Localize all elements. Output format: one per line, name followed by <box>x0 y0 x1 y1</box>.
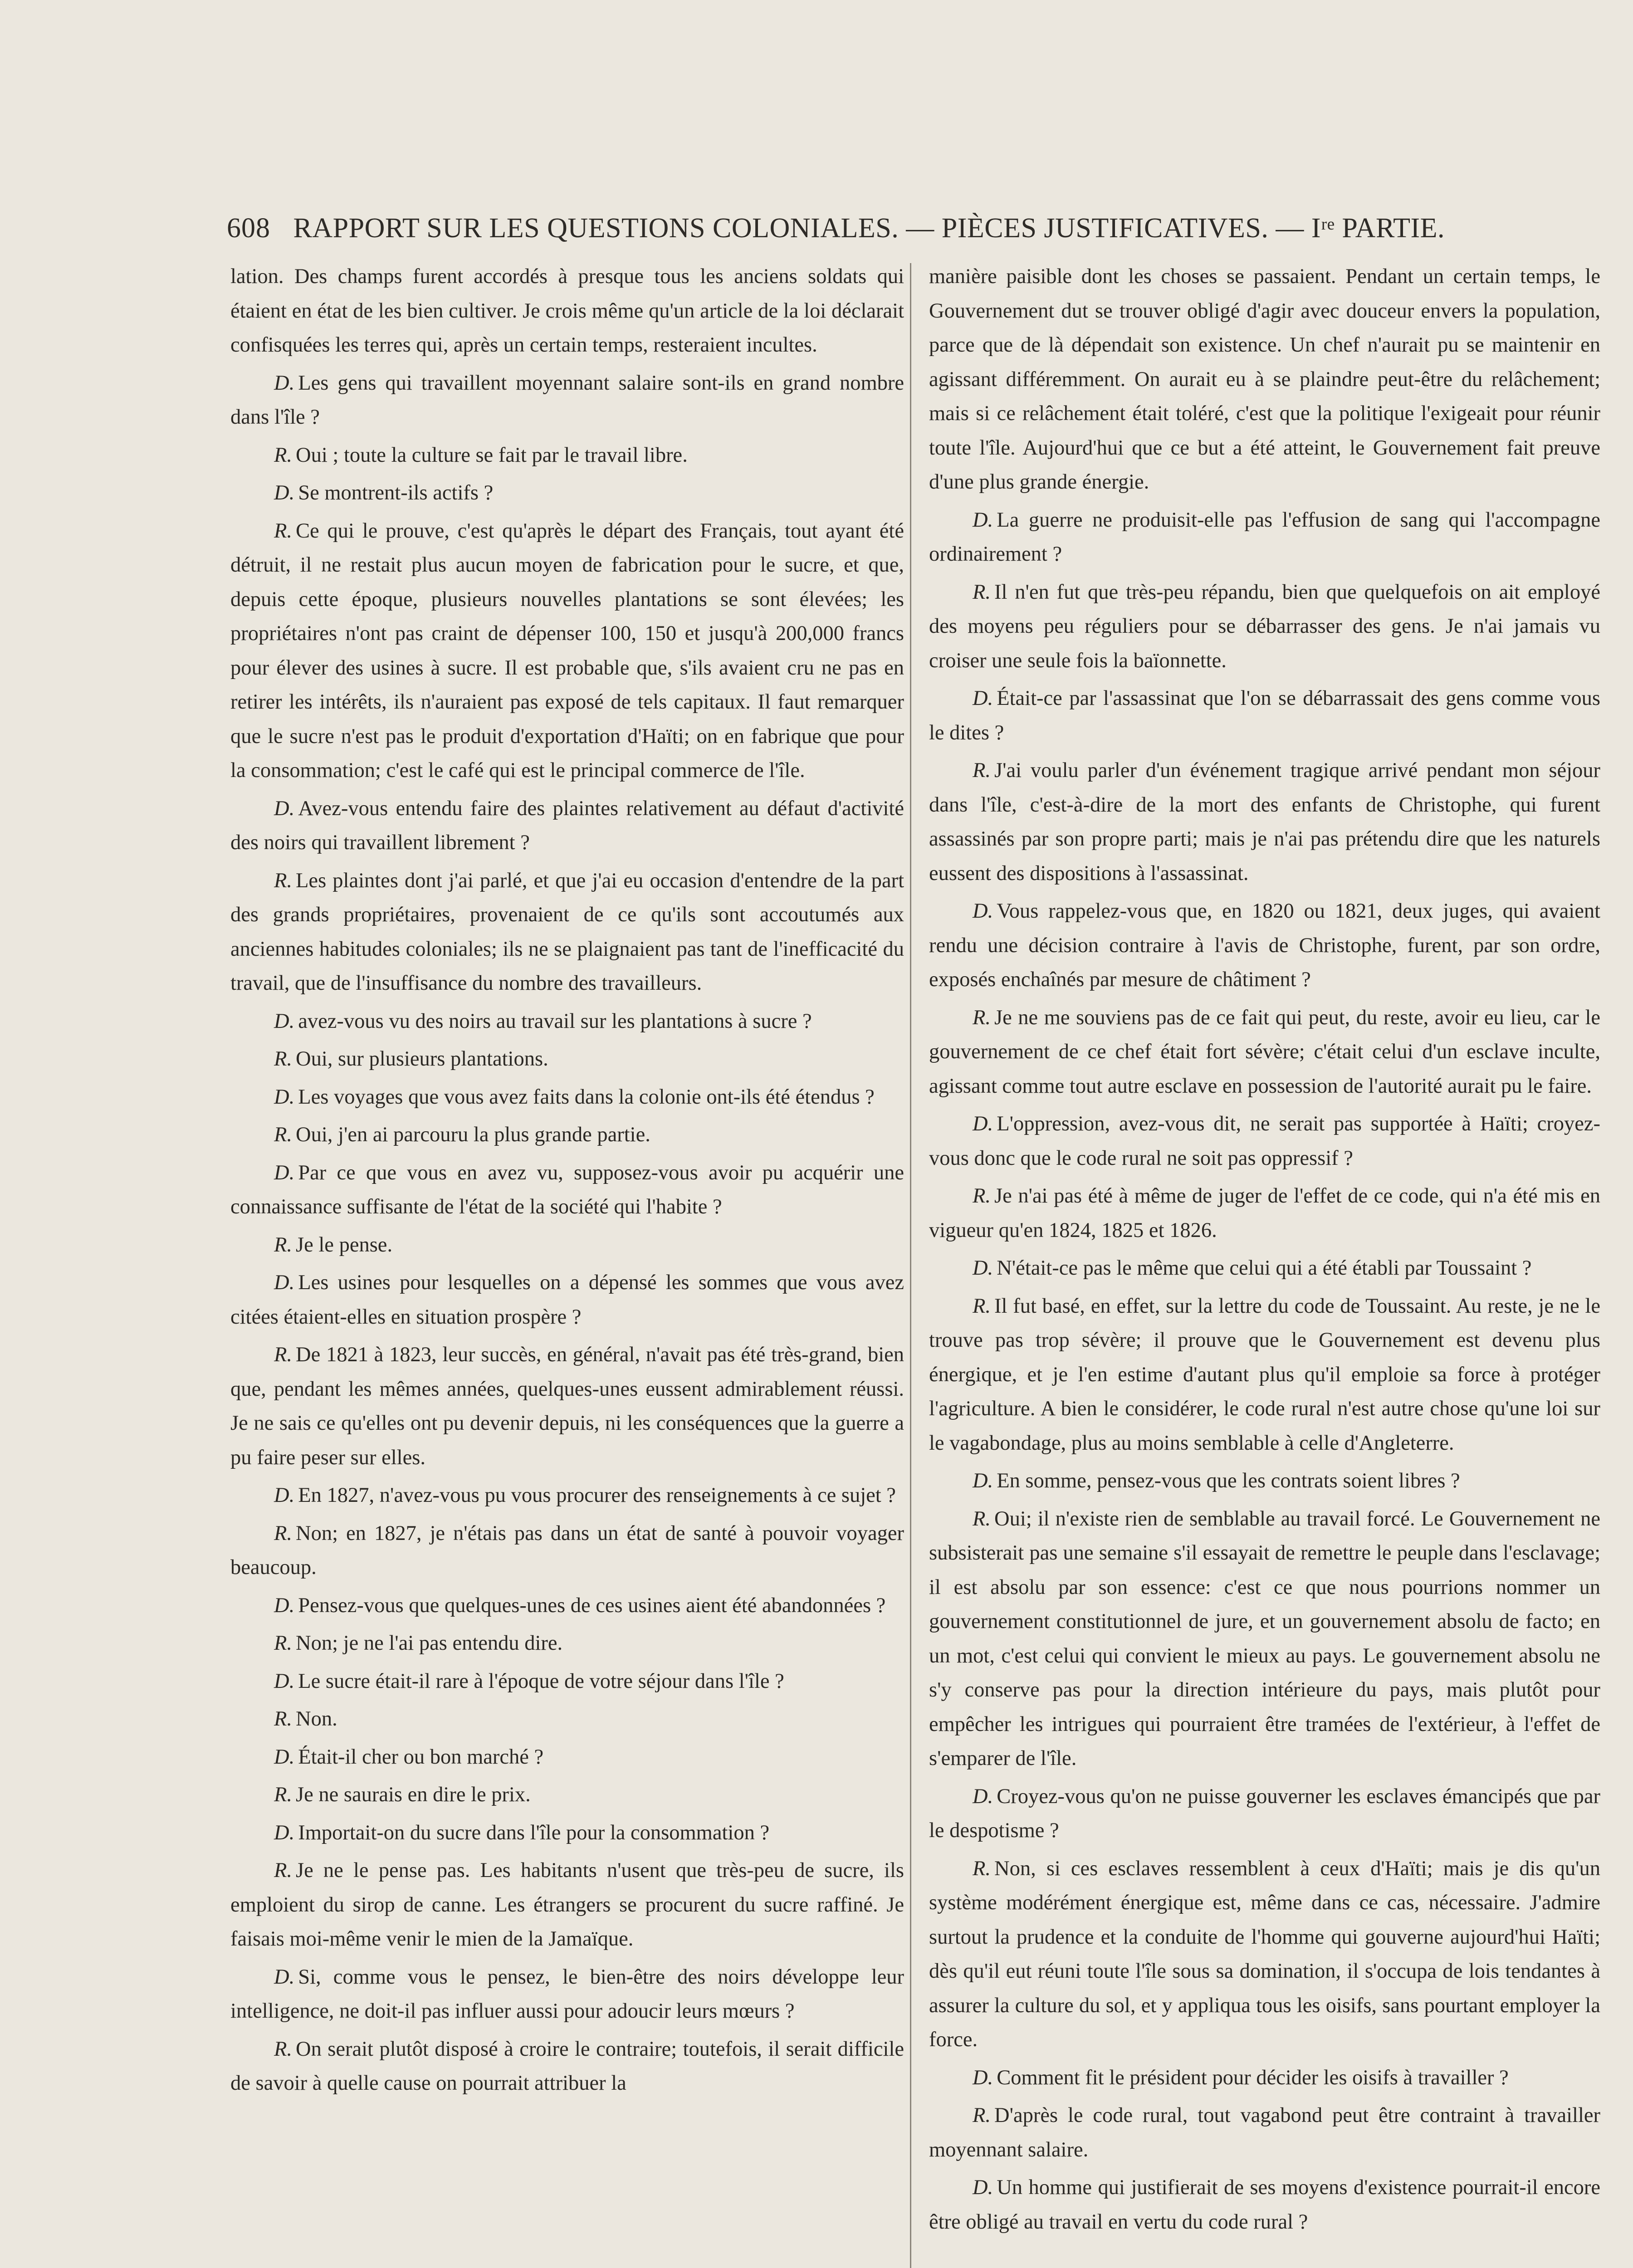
paragraph <box>929 1289 1600 1461</box>
speaker-label: D. <box>973 1469 993 1492</box>
paragraph <box>230 438 904 473</box>
paragraph-text: lation. Des champs furent accordés à presque tous les anciens soldats qui étaient en état de les bien cultiver. Je crois même qu'un article de la loi déclarait confisquées les terres qui, après un certain temps, resteraient incultes. <box>230 265 904 357</box>
speaker-label: R. <box>274 443 293 467</box>
speaker-label: D. <box>274 1271 295 1294</box>
paragraph <box>230 1080 904 1114</box>
speaker-label: R. <box>274 1343 293 1366</box>
speaker-label: R. <box>274 1632 293 1655</box>
paragraph <box>230 366 904 435</box>
paragraph-text: En somme, pensez-vous que les contrats soient libres ? <box>997 1469 1460 1492</box>
speaker-label: D. <box>274 1745 295 1769</box>
speaker-label: R. <box>274 1707 293 1730</box>
paragraph-text: Un homme qui justifierait de ses moyens d'existence pourrait-il encore être obligé au travail en vertu du code rural ? <box>929 2176 1600 2234</box>
speaker-label: D. <box>973 899 993 923</box>
paragraph-text: Pensez-vous que quelques-unes de ces usines aient été abandonnées ? <box>298 1593 886 1617</box>
paragraph <box>929 2061 1600 2095</box>
paragraph <box>230 1664 904 1699</box>
paragraph <box>230 1740 904 1774</box>
paragraph <box>230 792 904 860</box>
paragraph <box>230 1816 904 1850</box>
paragraph-text: manière paisible dont les choses se passaient. Pendant un certain temps, le Gouvernement dut se trouver obligé d'agir avec douceur envers la population, parce que de là dépendait son existence. Un chef n'aurait pu se maintenir en agissant différemment. On aurait eu à se plaindre peut-être du relâchement; mais si ce relâchement était toléré, c'est que la politique l'exigeait pour réunir toute l'île. Aujourd'hui que ce but a été atteint, le Gouvernement fait preuve d'une plus grande énergie. <box>929 265 1600 494</box>
paragraph-text: Était-ce par l'assassinat que l'on se débarrassait des gens comme vous le dites ? <box>929 687 1600 744</box>
speaker-label: R. <box>274 869 293 892</box>
paragraph <box>230 1626 904 1661</box>
paragraph <box>929 1107 1600 1175</box>
speaker-label: R. <box>274 2037 293 2061</box>
speaker-label: D. <box>274 1009 295 1033</box>
speaker-label: D. <box>973 1256 993 1280</box>
speaker-label: D. <box>274 371 295 395</box>
paragraph-text: Comment fit le président pour décider les oisifs à travailler ? <box>997 2066 1509 2089</box>
paragraph-text: On serait plutôt disposé à croire le contraire; toutefois, il serait difficile de savoir à quelle cause on pourrait attribuer la <box>230 2037 904 2095</box>
speaker-label: D. <box>973 687 993 710</box>
paragraph-text: Les voyages que vous avez faits dans la colonie ont-ils été étendus ? <box>298 1085 875 1109</box>
paragraph-text: Les usines pour lesquelles on a dépensé les sommes que vous avez citées étaient-elles en situation prospère ? <box>230 1271 904 1329</box>
speaker-label: R. <box>274 1123 293 1146</box>
paragraph-text: Vous rappelez-vous que, en 1820 ou 1821, deux juges, qui avaient rendu une décision contraire à l'avis de Christophe, furent, par son ordre, exposés enchaînés par mesure de châtiment ? <box>929 899 1600 991</box>
speaker-label: R. <box>973 1294 991 1318</box>
paragraph <box>230 1004 904 1039</box>
paragraph-text: Non; je ne l'ai pas entendu dire. <box>296 1632 563 1655</box>
speaker-label: R. <box>973 2104 991 2127</box>
speaker-label: D. <box>973 1784 993 1808</box>
running-header <box>227 212 1506 244</box>
speaker-label: D. <box>274 1484 295 1507</box>
paragraph-text: Oui; il n'existe rien de semblable au travail forcé. Le Gouvernement ne subsisterait pas une semaine s'il essayait de remettre le peuple dans l'esclavage; il est absolu par son essence: c'est ce que nous pourrions nommer un gouvernement constitutionnel de jure, et un gouvernement absolu de facto; en un mot, c'est celui qui convient le mieux au pays. Le gouvernement absolu ne s'y conserve pas pour la direction intérieure du pays, mais plutôt pour empêcher les intrigues qui pourraient être tramées de l'extérieur, à l'effet de s'emparer de l'île. <box>929 1507 1600 1770</box>
paragraph <box>230 1516 904 1585</box>
paragraph-text: La guerre ne produisit-elle pas l'effusion de sang qui l'accompagne ordinairement ? <box>929 508 1600 566</box>
paragraph-text: De 1821 à 1823, leur succès, en général, n'avait pas été très-grand, bien que, pendant les mêmes années, quelques-unes eussent admirablement réussi. Je ne sais ce qu'elles ont pu devenir depuis, ni les conséquences que la guerre a pu faire peser sur elles. <box>230 1343 904 1469</box>
speaker-label: D. <box>274 1161 295 1184</box>
paragraph-text: Je le pense. <box>296 1233 393 1256</box>
paragraph <box>230 1266 904 1334</box>
speaker-label: R. <box>973 1857 991 1880</box>
speaker-label: R. <box>973 580 991 604</box>
paragraph <box>230 1118 904 1152</box>
paragraph <box>230 864 904 1001</box>
paragraph-text: L'oppression, avez-vous dit, ne serait pas supportée à Haïti; croyez-vous donc que le code rural ne soit pas oppressif ? <box>929 1112 1600 1170</box>
speaker-label: R. <box>274 1233 293 1256</box>
paragraph-text: Ce qui le prouve, c'est qu'après le départ des Français, tout ayant été détruit, il ne restait plus aucun moyen de fabrication pour le sucre, et que, depuis cette époque, plusieurs nouvelles plantations se sont élevées; les propriétaires n'ont pas craint de dépenser 100, 150 et jusqu'à 200,000 francs pour élever des usines à sucre. Il est probable que, s'ils avaient cru ne pas en retirer les intérêts, ils n'auraient pas exposé de tels capitaux. Il faut remarquer que le sucre n'est pas le produit d'exportation d'Haïti; on en fabrique que pour la consommation; c'est le café qui est le principal commerce de l'île. <box>230 519 904 782</box>
paragraph <box>929 1502 1600 1776</box>
paragraph-text: Il n'en fut que très-peu répandu, bien que quelquefois on ait employé des moyens peu réguliers pour se débarrasser des gens. Je n'ai jamais vu croiser une seule fois la baïonnette. <box>929 580 1600 672</box>
paragraph-text: Les plaintes dont j'ai parlé, et que j'ai eu occasion d'entendre de la part des grands propriétaires, provenaient de ce qu'ils sont accoutumés aux anciennes habitudes coloniales; ils ne se plaignaient pas tant de l'inefficacité du travail, que de l'insuffisance du nombre des travailleurs. <box>230 869 904 995</box>
paragraph <box>230 1156 904 1224</box>
speaker-label: R. <box>274 519 293 543</box>
paragraph <box>230 476 904 510</box>
paragraph-text: Je ne le pense pas. Les habitants n'usent que très-peu de sucre, ils emploient du sirop de canne. Les étrangers se procurent du sucre raffiné. Je faisais moi-même venir le mien de la Jamaïque. <box>230 1859 904 1950</box>
paragraph <box>230 1589 904 1623</box>
paragraph <box>929 2098 1600 2167</box>
paragraph <box>230 2032 904 2101</box>
paragraph <box>929 2170 1600 2239</box>
speaker-label: D. <box>274 1593 295 1617</box>
speaker-label: D. <box>274 797 295 820</box>
paragraph <box>929 1251 1600 1286</box>
column-divider <box>910 263 911 2268</box>
paragraph <box>929 259 1600 499</box>
speaker-label: R. <box>973 759 991 782</box>
paragraph <box>929 1001 1600 1104</box>
paragraph-text: Par ce que vous en avez vu, supposez-vous avoir pu acquérir une connaissance suffisante de l'état de la société qui l'habite ? <box>230 1161 904 1218</box>
paragraph-text: Les gens qui travaillent moyennant salaire sont-ils en grand nombre dans l'île ? <box>230 371 904 429</box>
paragraph-text: Était-il cher ou bon marché ? <box>298 1745 544 1769</box>
paragraph-text: Avez-vous entendu faire des plaintes relativement au défaut d'activité des noirs qui travaillent librement ? <box>230 797 904 854</box>
paragraph-text: Je ne me souviens pas de ce fait qui peut, du reste, avoir eu lieu, car le gouvernement de ce chef était fort sévère; c'était celui d'un esclave inculte, agissant comme tout autre esclave en possession de l'autorité aurait pu le faire. <box>929 1006 1600 1098</box>
paragraph <box>230 1338 904 1475</box>
paragraph-text: Oui ; toute la culture se fait par le travail libre. <box>296 443 688 467</box>
paragraph <box>929 503 1600 572</box>
paragraph-text: N'était-ce pas le même que celui qui a été établi par Toussaint ? <box>997 1256 1532 1280</box>
paragraph-text: En 1827, n'avez-vous pu vous procurer des renseignements à ce sujet ? <box>298 1484 896 1507</box>
paragraph <box>230 1853 904 1956</box>
speaker-label: R. <box>274 1521 293 1545</box>
paragraph <box>230 1478 904 1513</box>
header-title: RAPPORT SUR LES QUESTIONS COLONIALES. — PIÈCES JUSTIFICATIVES. — Iʳᵉ PARTIE. <box>293 213 1445 244</box>
paragraph-text: Oui, j'en ai parcouru la plus grande partie. <box>296 1123 650 1146</box>
speaker-label: D. <box>274 1085 295 1109</box>
page-number: 608 <box>227 213 270 244</box>
paragraph <box>929 1179 1600 1247</box>
speaker-label: R. <box>274 1047 293 1070</box>
paragraph-text: Non, si ces esclaves ressemblent à ceux d'Haïti; mais je dis qu'un système modérément énergique est, même dans ce cas, nécessaire. J'admire surtout la prudence et la conduite de l'homme qui gouverne aujourd'hui Haïti; dès qu'il eut réuni toute l'île sous sa domination, il s'occupa de lois tendantes à assurer la culture du sol, et y appliqua tous les oisifs, sans pourtant employer la force. <box>929 1857 1600 2051</box>
speaker-label: D. <box>973 2176 993 2199</box>
speaker-label: D. <box>973 2066 993 2089</box>
paragraph-text: Si, comme vous le pensez, le bien-être des noirs développe leur intelligence, ne doit-il pas influer aussi pour adoucir leurs mœurs ? <box>230 1965 904 2023</box>
speaker-label: R. <box>274 1859 293 1882</box>
paragraph-text: Je ne saurais en dire le prix. <box>296 1783 531 1806</box>
speaker-label: D. <box>274 1669 295 1693</box>
right-text-column <box>929 259 1600 2243</box>
paragraph-text: Se montrent-ils actifs ? <box>298 481 494 504</box>
paragraph <box>929 681 1600 750</box>
paragraph <box>230 514 904 788</box>
speaker-label: R. <box>973 1507 991 1530</box>
speaker-label: R. <box>973 1184 991 1207</box>
paragraph <box>230 1228 904 1262</box>
speaker-label: D. <box>274 1965 295 1989</box>
paragraph <box>929 1779 1600 1848</box>
paragraph-text: Oui, sur plusieurs plantations. <box>296 1047 548 1070</box>
paragraph <box>230 1702 904 1736</box>
left-text-column <box>230 259 904 2104</box>
paragraph <box>230 1042 904 1076</box>
paragraph <box>929 1464 1600 1498</box>
speaker-label: R. <box>973 1006 991 1029</box>
speaker-label: D. <box>274 1821 295 1844</box>
paragraph <box>230 1778 904 1812</box>
paragraph-text: Croyez-vous qu'on ne puisse gouverner les esclaves émancipés que par le despotisme ? <box>929 1784 1600 1842</box>
paragraph <box>929 1852 1600 2057</box>
speaker-label: D. <box>274 481 295 504</box>
paragraph-text: avez-vous vu des noirs au travail sur les plantations à sucre ? <box>298 1009 812 1033</box>
paragraph <box>929 575 1600 678</box>
paragraph-text: Le sucre était-il rare à l'époque de votre séjour dans l'île ? <box>298 1669 784 1693</box>
paragraph-text: Importait-on du sucre dans l'île pour la consommation ? <box>298 1821 770 1844</box>
paragraph <box>929 753 1600 890</box>
paragraph-text: Je n'ai pas été à même de juger de l'effet de ce code, qui n'a été mis en vigueur qu'en 1824, 1825 et 1826. <box>929 1184 1600 1242</box>
speaker-label: D. <box>973 508 993 532</box>
paragraph <box>929 894 1600 997</box>
paragraph-text: J'ai voulu parler d'un événement tragique arrivé pendant mon séjour dans l'île, c'est-à-dire de la mort des enfants de Christophe, qui furent assassinés par son propre parti; mais je n'ai pas prétendu dire que les naturels eussent des dispositions à l'assassinat. <box>929 759 1600 885</box>
paragraph-text: Non; en 1827, je n'étais pas dans un état de santé à pouvoir voyager beaucoup. <box>230 1521 904 1579</box>
speaker-label: D. <box>973 1112 993 1135</box>
speaker-label: R. <box>274 1783 293 1806</box>
paragraph-text: Non. <box>296 1707 337 1730</box>
paragraph-text: Il fut basé, en effet, sur la lettre du code de Toussaint. Au reste, je ne le trouve pas trop sévère; il prouve que le Gouvernement est devenu plus énergique, et je l'en estime d'autant plus qu'il emploie sa force à protéger l'agriculture. A bien le considérer, le code rural n'est autre chose qu'une loi sur le vagabondage, plus au moins semblable à celle d'Angleterre. <box>929 1294 1600 1455</box>
paragraph <box>230 259 904 362</box>
paragraph-text: D'après le code rural, tout vagabond peut être contraint à travailler moyennant salaire. <box>929 2104 1600 2161</box>
paragraph <box>230 1960 904 2028</box>
